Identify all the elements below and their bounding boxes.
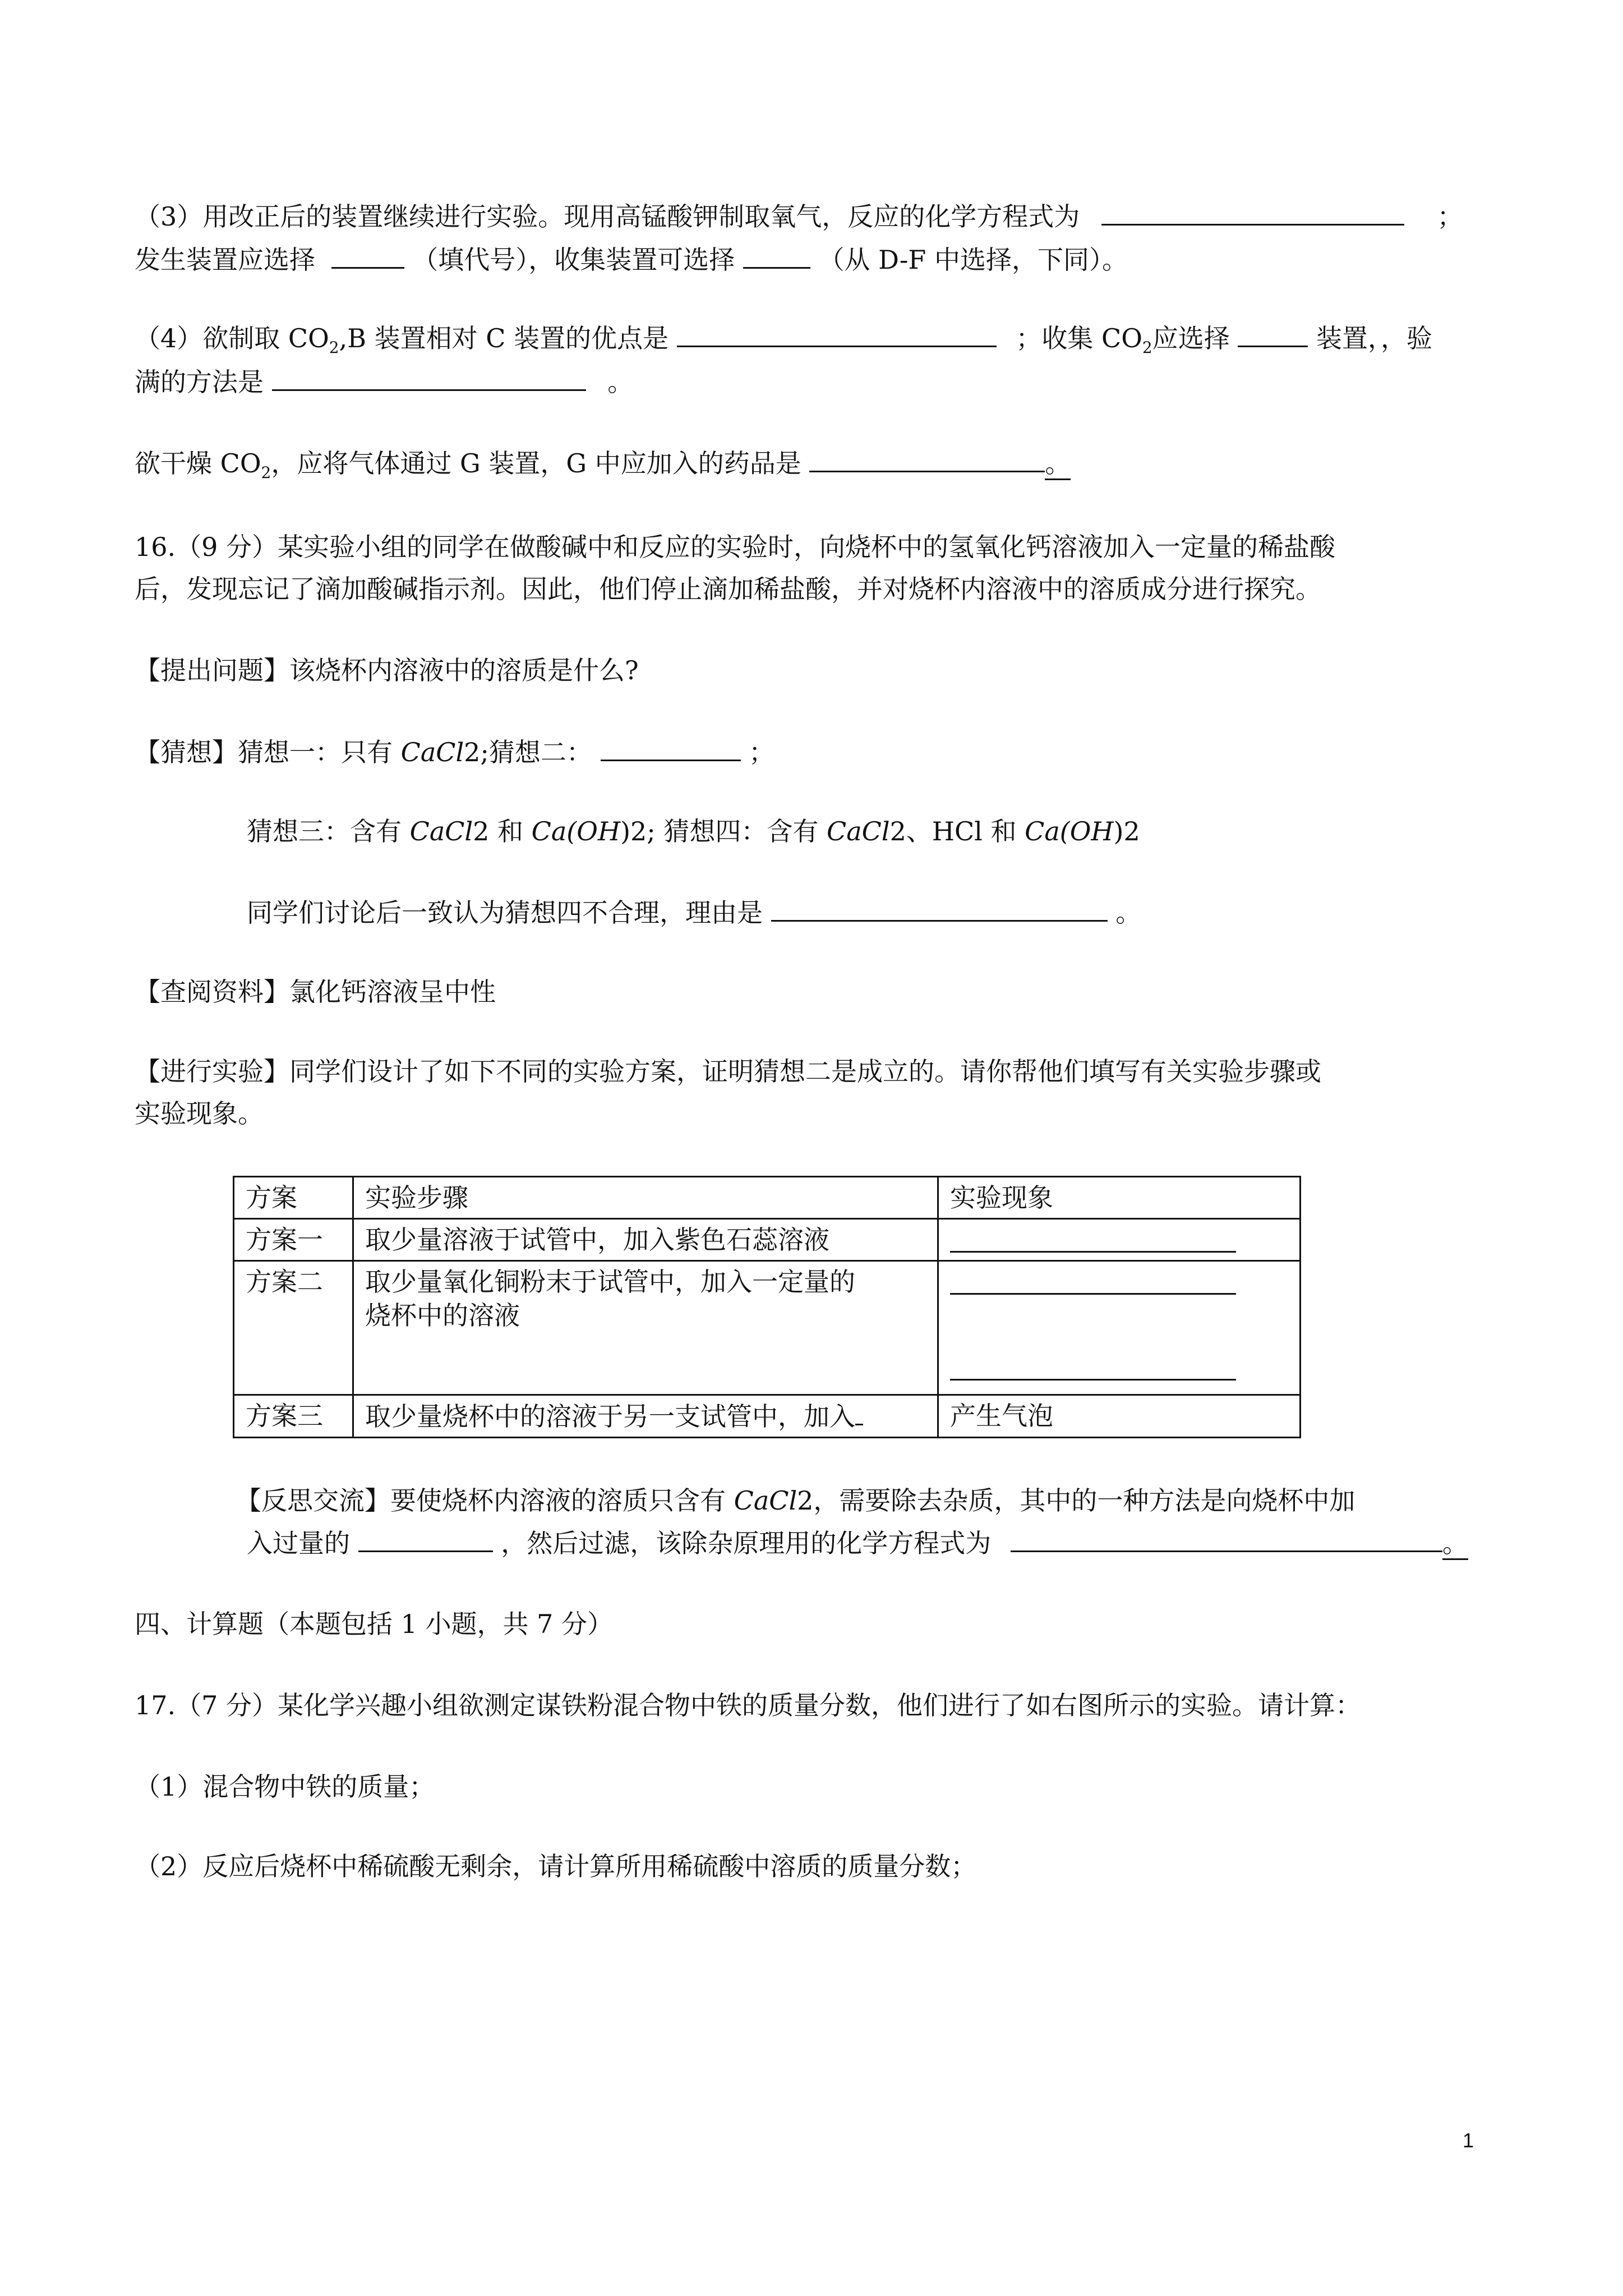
formula: CaCl [409, 816, 473, 846]
text: （填代号），收集装置可选择 [412, 245, 735, 275]
text: )2 [1113, 816, 1140, 846]
q16-exp-line1: 【进行实验】同学们设计了如下不同的实验方案，证明猜想二是成立的。请你帮他们填写有关实验步骤或 [135, 1056, 1321, 1087]
plan-cell: 方案二 [234, 1261, 353, 1395]
q16-reason-line [247, 895, 1141, 930]
text: 入过量的 [247, 1528, 350, 1558]
text: 猜想三：含有 [247, 816, 410, 846]
text: ；收集 CO [1016, 323, 1142, 353]
text: 同学们讨论后一致认为猜想四不合理，理由是 [247, 898, 763, 928]
answer-blank[interactable] [950, 1351, 1236, 1381]
text: 2，需要除去杂质，其中的一种方法是向烧杯中加 [797, 1485, 1355, 1516]
text: （4）欲制取 CO [135, 323, 329, 353]
answer-blank[interactable] [743, 242, 810, 269]
answer-blank[interactable] [358, 1526, 493, 1552]
page-number: 1 [1463, 2129, 1474, 2152]
answer-blank[interactable] [950, 1223, 1236, 1253]
result-cell [938, 1261, 1301, 1395]
text: 。 [1115, 898, 1142, 928]
answer-blank[interactable] [1011, 1526, 1442, 1552]
answer-blank[interactable] [677, 321, 997, 347]
text: ,B 装置相对 C 装置的优点是 [339, 323, 669, 353]
table-header: 实验现象 [938, 1177, 1301, 1219]
result-cell: 产生气泡 [938, 1395, 1301, 1438]
answer-blank[interactable] [331, 242, 404, 269]
answer-blank[interactable] [809, 446, 1045, 472]
answer-blank[interactable] [950, 1265, 1236, 1295]
answer-blank[interactable] [1101, 199, 1404, 226]
subscript: 2 [1142, 338, 1152, 357]
text: ； [1437, 201, 1463, 232]
text: 【反思交流】要使烧杯内溶液的溶质只含有 [236, 1485, 734, 1516]
q16-reflect-line1 [236, 1484, 1355, 1517]
q15-part3-line1 [135, 199, 1463, 233]
q16-guess-line [135, 735, 774, 769]
q16-intro-line1: 16.（9 分）某实验小组的同学在做酸碱中和反应的实验时，向烧杯中的氢氧化钙溶液加入一定量的稀盐酸 [135, 532, 1336, 562]
experiment-table [233, 1176, 1301, 1438]
text: 满的方法是 [135, 367, 264, 397]
text: （3）用改正后的装置继续进行实验。现用高锰酸钾制取氧气，反应的化学方程式为 [135, 201, 1080, 232]
step-cell [353, 1261, 938, 1395]
text: （从 D-F 中选择，下同）。 [818, 245, 1128, 275]
plan-cell: 方案三 [234, 1395, 353, 1438]
answer-blank[interactable] [771, 895, 1108, 922]
answer-blank[interactable] [272, 365, 586, 391]
q15-dry-line [135, 446, 1071, 490]
formula: CaCl [827, 816, 890, 846]
formula: Ca(OH [1025, 816, 1114, 846]
step-text: 取少量烧杯中的溶液于另一支试管中，加入 [365, 1401, 855, 1432]
step-cell [353, 1395, 938, 1438]
table-header: 实验步骤 [353, 1177, 938, 1219]
text: ，然后过滤，该除杂原理用的化学方程式为 [501, 1528, 992, 1558]
q16-question: 【提出问题】该烧杯内溶液中的溶质是什么? [135, 655, 639, 685]
text: ： [566, 737, 592, 767]
text: 。 [1442, 1528, 1468, 1560]
table-row [234, 1219, 1301, 1261]
q17-intro: 17.（7 分）某化学兴趣小组欲测定谋铁粉混合物中铁的质量分数，他们进行了如右图所示的实验。请计算： [135, 1690, 1362, 1720]
table-row [234, 1261, 1301, 1395]
step-text: 烧杯中的溶液 [365, 1300, 520, 1331]
text: 欲干燥 CO [135, 448, 261, 478]
formula: CaCl [400, 737, 464, 767]
answer-blank[interactable] [601, 735, 741, 761]
formula: CaCl [734, 1485, 797, 1516]
q17-part2: （2）反应后烧杯中稀硫酸无剩余，请计算所用稀硫酸中溶质的质量分数； [135, 1851, 977, 1881]
q17-part1: （1）混合物中铁的质量； [135, 1772, 435, 1802]
formula: Ca(OH [531, 816, 621, 846]
plan-cell: 方案一 [234, 1219, 353, 1261]
q15-part3-line2 [135, 242, 1128, 277]
subscript: 2 [329, 338, 339, 357]
text: 2、HCl 和 [889, 816, 1025, 846]
section-title: 四、计算题（本题包括 1 小题，共 7 分） [135, 1609, 614, 1639]
text: ； [749, 737, 775, 767]
step-cell: 取少量溶液于试管中，加入紫色石蕊溶液 [353, 1219, 938, 1261]
text: 发生装置应选择 [135, 245, 315, 275]
text: 2;猜想二 [464, 737, 566, 767]
text: 【猜想】猜想一：只有 [135, 737, 401, 767]
q16-info: 【查阅资料】氯化钙溶液呈中性 [135, 977, 496, 1007]
text: 。 [607, 367, 634, 397]
table-header: 方案 [234, 1177, 353, 1219]
text: 装置，，验 [1316, 323, 1432, 353]
answer-blank[interactable] [855, 1399, 863, 1425]
subscript: 2 [261, 463, 271, 482]
q15-part4-line2 [135, 365, 633, 399]
q16-guess3-line [247, 815, 1140, 848]
text: )2; 猜想四：含有 [620, 816, 827, 846]
text: ，应将气体通过 G 装置，G 中应加入的药品是 [271, 448, 801, 478]
q16-intro-line2: 后，发现忘记了滴加酸碱指示剂。因此，他们停止滴加稀盐酸，并对烧杯内溶液中的溶质成分进行探究。 [135, 574, 1321, 604]
step-text: 取少量氧化铜粉末于试管中，加入一定量的 [365, 1267, 855, 1297]
q16-exp-line2: 实验现象。 [135, 1098, 264, 1129]
table-header-row [234, 1177, 1301, 1219]
text: 应选择 [1152, 323, 1230, 353]
result-cell [938, 1219, 1301, 1261]
answer-blank[interactable] [1238, 321, 1308, 347]
q15-part4-line1 [135, 321, 1432, 365]
text: 2 和 [473, 816, 532, 846]
q16-reflect-line2 [247, 1526, 1468, 1560]
text: 。 [1045, 448, 1071, 480]
table-row [234, 1395, 1301, 1438]
